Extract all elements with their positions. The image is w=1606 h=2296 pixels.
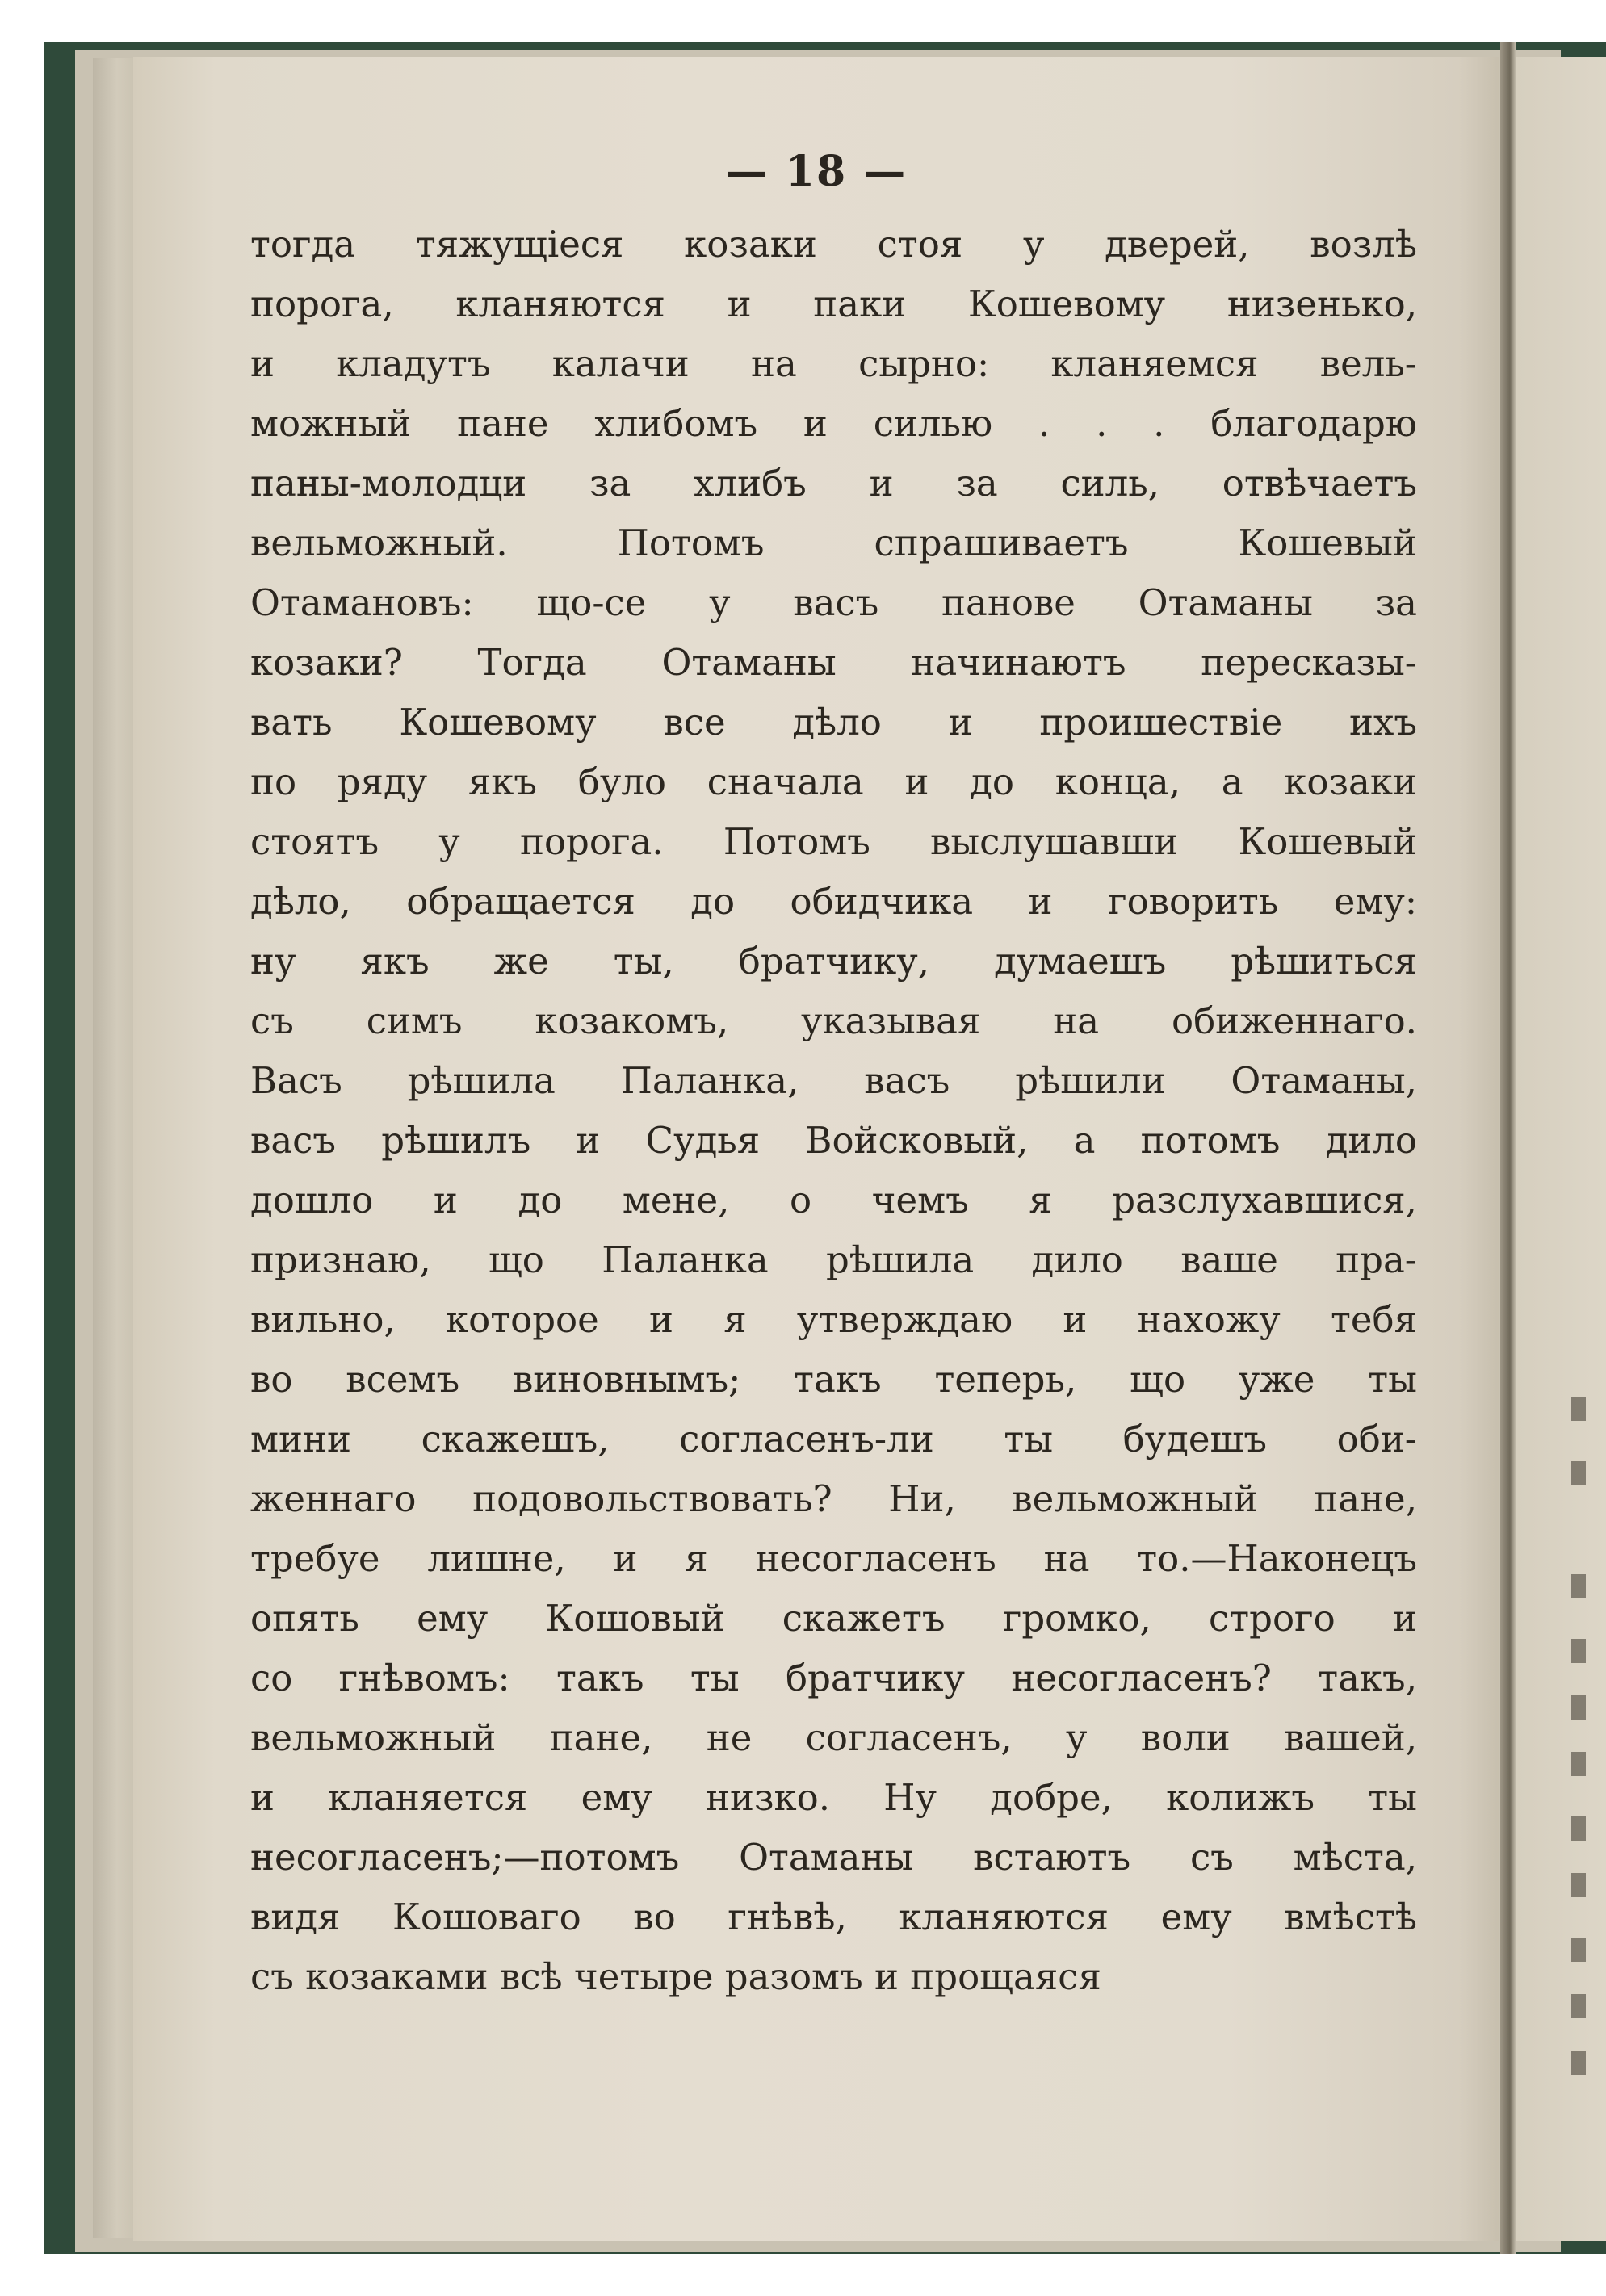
text-line: опять ему Кошовый скажетъ громко, строго и xyxy=(250,1597,1417,1640)
text-line: стоятъ у порога. Потомъ выслушавши Кошевый xyxy=(250,820,1417,863)
text-line: паны-молодци за хлибъ и за силь, отвѣчаетъ xyxy=(250,462,1417,505)
page-number: — 18 — xyxy=(725,147,908,196)
text-line: женнаго подовольствовать? Ни, вельможный пане, xyxy=(250,1477,1417,1520)
text-line: требуе лишне, и я несогласенъ на то.—Наконецъ xyxy=(250,1537,1417,1580)
text-line: васъ рѣшилъ и Судья Войсковый, а потомъ дило xyxy=(250,1119,1417,1162)
facing-page-glyph xyxy=(1571,1461,1586,1485)
book-page xyxy=(133,57,1499,2241)
text-line: съ козаками всѣ четыре разомъ и прощаяся xyxy=(250,1955,1101,1998)
facing-page-edge xyxy=(1516,57,1606,2241)
text-line: дошло и до мене, о чемъ я разслухавшися, xyxy=(250,1179,1417,1221)
text-line: козаки? Тогда Отаманы начинаютъ пересказы- xyxy=(250,641,1417,684)
text-line: тогда тяжущіеся козаки стоя у дверей, возлѣ xyxy=(250,223,1417,266)
text-line: съ симъ козакомъ, указывая на обиженнаго. xyxy=(250,999,1417,1042)
text-line: Васъ рѣшила Паланка, васъ рѣшили Отаманы, xyxy=(250,1059,1417,1102)
book-gutter xyxy=(1500,42,1516,2254)
facing-page-glyph xyxy=(1571,1397,1586,1421)
body-text xyxy=(250,215,1417,2007)
facing-page-glyph xyxy=(1571,1938,1586,1962)
facing-page-glyph xyxy=(1571,1752,1586,1776)
text-line: порога, кланяются и паки Кошевому низенько, xyxy=(250,283,1417,325)
text-line: вать Кошевому все дѣло и проишествіе ихъ xyxy=(250,701,1417,744)
text-line: несогласенъ;—потомъ Отаманы встаютъ съ мѣста, xyxy=(250,1836,1417,1879)
text-line: и кладутъ калачи на сырно: кланяемся вель- xyxy=(250,342,1417,385)
text-line: вельможный. Потомъ спрашиваетъ Кошевый xyxy=(250,522,1417,564)
text-line: дѣло, обращается до обидчика и говорить ему: xyxy=(250,880,1417,923)
text-line: и кланяется ему низко. Ну добре, колижъ ты xyxy=(250,1776,1417,1819)
text-line: можный пане хлибомъ и силью . . . благодарю xyxy=(250,402,1417,445)
facing-page-glyph xyxy=(1571,1574,1586,1598)
text-line: мини скажешъ, согласенъ-ли ты будешъ оби- xyxy=(250,1418,1417,1460)
text-line: видя Кошоваго во гнѣвѣ, кланяются ему вмѣстѣ xyxy=(250,1896,1417,1938)
text-line: по ряду якъ було сначала и до конца, а козаки xyxy=(250,760,1417,803)
text-line: со гнѣвомъ: такъ ты братчику несогласенъ? такъ, xyxy=(250,1657,1417,1699)
facing-page-glyph xyxy=(1571,1873,1586,1897)
text-line: вельможный пане, не согласенъ, у воли вашей, xyxy=(250,1716,1417,1759)
page-edges xyxy=(93,58,133,2238)
facing-page-glyph xyxy=(1571,2051,1586,2075)
text-line: ну якъ же ты, братчику, думаешъ рѣшиться xyxy=(250,940,1417,983)
text-line: Отамановъ: що-се у васъ панове Отаманы за xyxy=(250,581,1417,624)
book-scan xyxy=(44,42,1606,2254)
facing-page-glyph xyxy=(1571,1994,1586,2018)
text-line: признаю, що Паланка рѣшила дило ваше пра- xyxy=(250,1238,1417,1281)
text-line: во всемъ виновнымъ; такъ теперь, що уже ты xyxy=(250,1358,1417,1401)
facing-page-glyph xyxy=(1571,1695,1586,1720)
text-line: вильно, которое и я утверждаю и нахожу тебя xyxy=(250,1298,1417,1341)
facing-page-glyph xyxy=(1571,1816,1586,1841)
facing-page-glyph xyxy=(1571,1639,1586,1663)
